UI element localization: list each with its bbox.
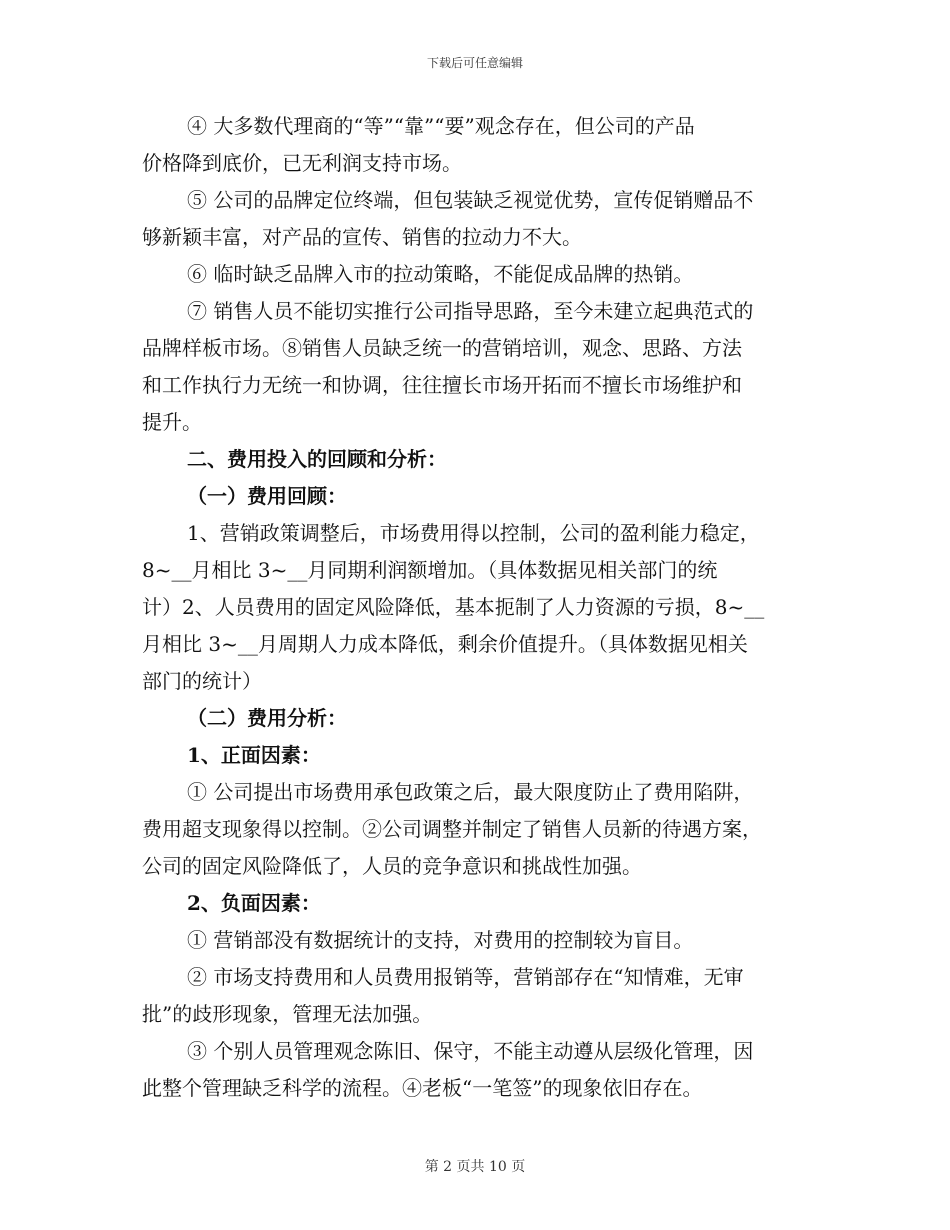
paragraph-line: 1、营销政策调整后，市场费用得以控制，公司的盈利能力稳定， — [187, 521, 760, 545]
page-header: 下载后可任意编辑 — [426, 56, 523, 70]
page-footer: 第 2 页共 10 页 — [424, 1159, 526, 1175]
paragraph-line: ② 市场支持费用和人员费用报销等，营销部存在“知情难，无审 — [187, 965, 744, 989]
paragraph-line: 此整个管理缺乏科学的流程。④老板“一笔签”的现象依旧存在。 — [142, 1076, 703, 1100]
paragraph-line: ⑥ 临时缺乏品牌入市的拉动策略，不能促成品牌的热销。 — [187, 262, 694, 286]
document-body — [142, 108, 808, 1107]
paragraph-line: 费用超支现象得以控制。②公司调整并制定了销售人员新的待遇方案， — [142, 817, 762, 841]
paragraph-line: 公司的固定风险降低了，人员的竞争意识和挑战性加强。 — [142, 854, 642, 878]
paragraph-line: 8~__月相比 3~__月同期利润额增加。（具体数据见相关部门的统 — [142, 558, 718, 582]
paragraph-line: ⑦ 销售人员不能切实推行公司指导思路，至今未建立起典范式的 — [187, 299, 754, 323]
paragraph-line: 提升。 — [142, 410, 202, 434]
paragraph-line: 品牌样板市场。⑧销售人员缺乏统一的营销培训，观念、思路、方法 — [142, 336, 742, 360]
paragraph-line: 和工作执行力无统一和协调，往往擅长市场开拓而不擅长市场维护和 — [142, 373, 742, 397]
section-heading-line: 1、正面因素： — [187, 743, 321, 767]
paragraph-line: ① 营销部没有数据统计的支持，对费用的控制较为盲目。 — [187, 928, 694, 952]
section-heading-line: 二、费用投入的回顾和分析： — [187, 447, 447, 471]
paragraph-line: 够新颖丰富，对产品的宣传、销售的拉动力不大。 — [142, 225, 582, 249]
paragraph-line: 月相比 3~__月周期人力成本降低，剩余价值提升。（具体数据见相关 — [142, 632, 748, 656]
paragraph-line: ④ 大多数代理商的“等”“靠”“要”观念存在，但公司的产品 — [187, 114, 695, 138]
paragraph-line: 价格降到底价，已无利润支持市场。 — [142, 151, 462, 175]
paragraph-line: ③ 个别人员管理观念陈旧、保守，不能主动遵从层级化管理，因 — [187, 1039, 754, 1063]
section-heading-line: 2、负面因素： — [187, 891, 321, 915]
paragraph-line: 批”的歧形现象，管理无法加强。 — [142, 1002, 433, 1026]
paragraph-line: 计）2、人员费用的固定风险降低，基本扼制了人力资源的亏损，8~__ — [142, 595, 765, 619]
paragraph-line: ① 公司提出市场费用承包政策之后，最大限度防止了费用陷阱， — [187, 780, 754, 804]
paragraph-line: 部门的统计） — [142, 669, 262, 693]
paragraph-line: ⑤ 公司的品牌定位终端，但包装缺乏视觉优势，宣传促销赠品不 — [187, 188, 754, 212]
section-heading-line: （二）费用分析： — [187, 706, 347, 730]
section-heading-line: （一）费用回顾： — [187, 484, 347, 508]
